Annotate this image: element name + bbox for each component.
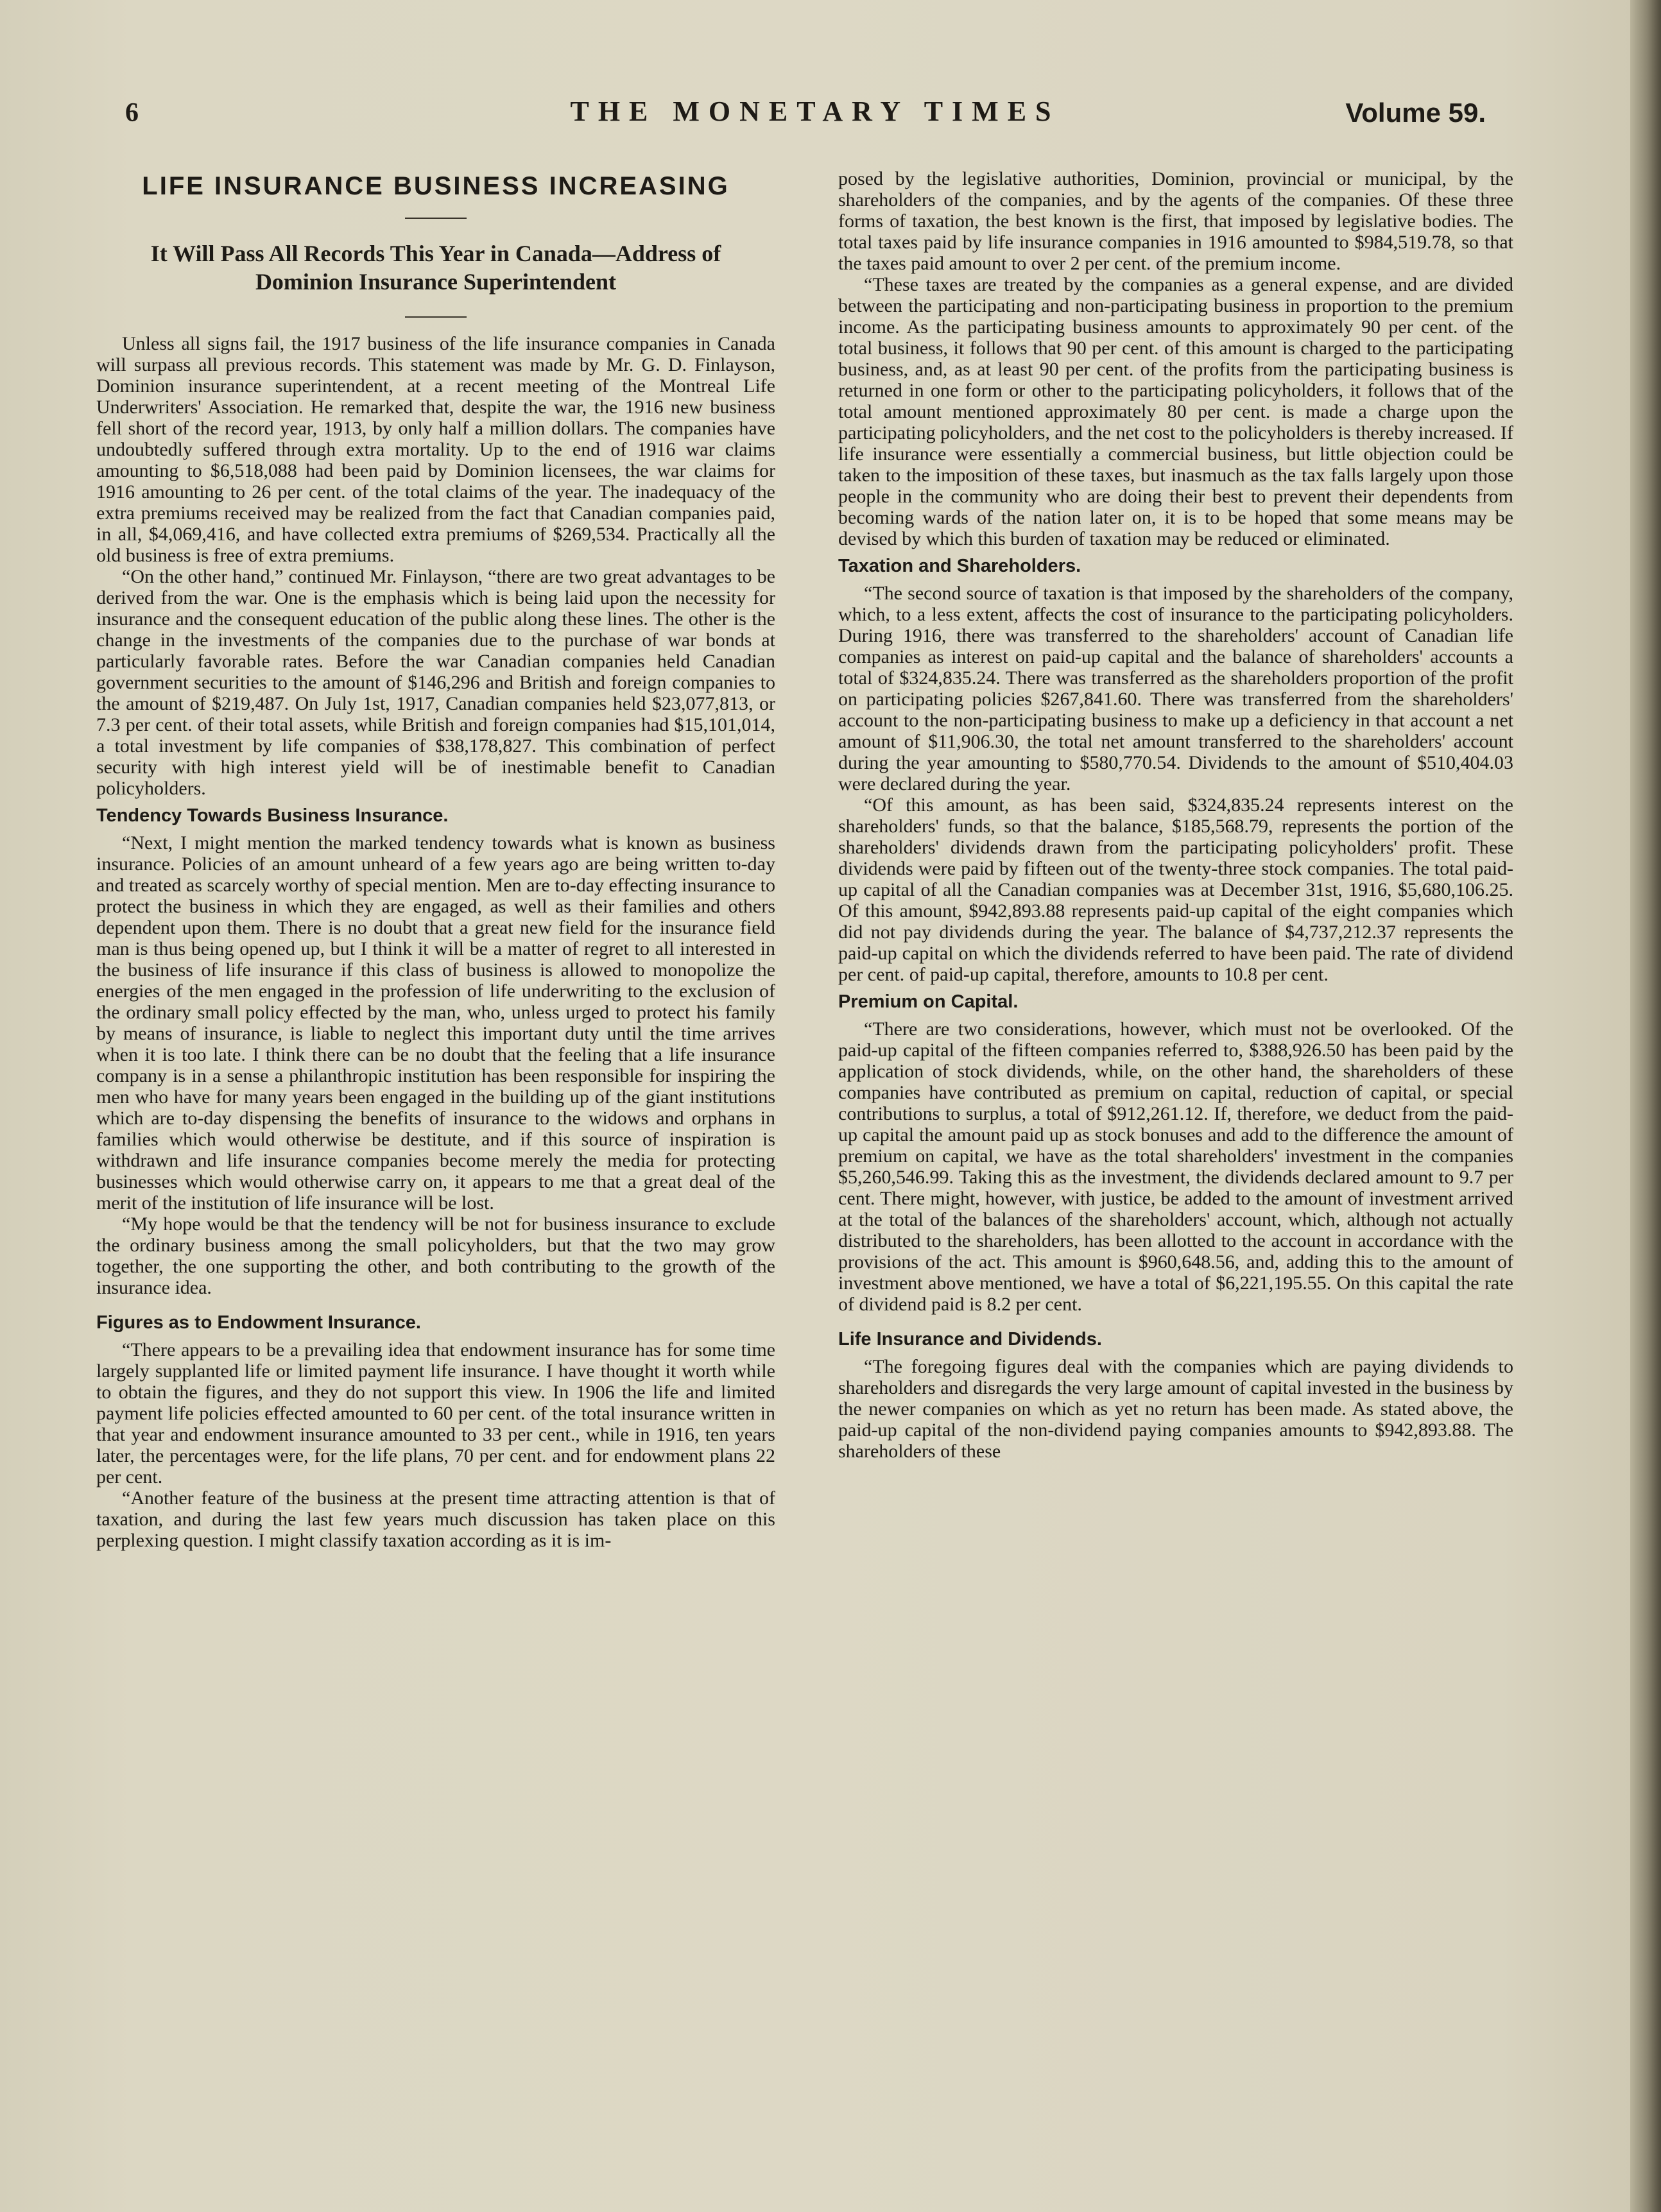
paragraph: “Of this amount, as has been said, $324,835.24 represents interest on the shareholders' funds, so that the balance, $185,568.79, represents the portion of the shareholders' dividends drawn from the participating policyholders' profit. These dividends were paid by fifteen out of the twenty-three stock companies. The total paid-up capital of all the Canadian companies was at December 31st, 1916, $5,680,106.25. Of this amount, $942,893.88 represents paid-up capital of the eight companies which did not pay dividends during the year. The balance of $4,737,212.37 represents the paid-up capital on which the dividends referred to have been paid. The rate of dividend per cent. of paid-up capital, therefore, amounts to 10.8 per cent. xyxy=(838,794,1513,985)
paragraph: “The second source of taxation is that imposed by the shareholders of the company, which, to a less extent, affects the cost of insurance to the participating policyholders. During 1916, there was transferred to the shareholders' account of Canadian life companies as interest on paid-up capital and the balance of shareholders' accounts a total of $324,835.24. There was transferred as the shareholders proportion of the profit on participating policies $267,841.60. There was transferred from the shareholders' account to the non-participating business to make up a deficiency in that account a net amount of $11,906.30, the total net amount transferred to the shareholders' account during the year amounting to $580,770.54. Dividends to the amount of $510,404.03 were declared during the year. xyxy=(838,583,1513,794)
headline-divider xyxy=(405,218,467,219)
paragraph: “These taxes are treated by the companies as a general expense, and are divided between the participating and non-participating business in proportion to the premium income. As the participating business amounts to approximately 90 per cent. of the total business, it follows that 90 per cent. of this amount is charged to the participating business, and, as at least 90 per cent. of the profits from the participating business is returned in one form or other to the participating policyholders, it follows that of the total amount mentioned approximately 80 per cent. is made a charge upon the participating policyholders, and the net cost to the policyholders is thereby increased. If life insurance were essentially a commercial business, but little objection could be taken to the imposition of these taxes, but inasmuch as the tax falls largely upon those people in the community who are doing their best to prevent their dependents from becoming wards of the nation later on, it is to be hoped that some means may be devised by which this burden of taxation may be reduced or eliminated. xyxy=(838,274,1513,549)
section-heading: Tendency Towards Business Insurance. xyxy=(96,805,449,826)
paragraph: “There are two considerations, however, which must not be overlooked. Of the paid-up capital of the fifteen companies referred to, $388,926.50 has been paid by the application of stock dividends, while, on the other hand, the shareholders of these companies have contributed as premium on capital, reduction of capital, or special contributions to surplus, a total of $912,261.12. If, therefore, we deduct from the paid-up capital the amount paid up as stock bonuses and add to the difference the amount of premium on capital, we have as the total shareholders' investment in the companies $5,260,546.99. Taking this as the investment, the dividends declared amount to 9.7 per cent. There might, however, with justice, be added to the amount of investment arrived at the total of the balances of the shareholders' account, which, although not actually distributed to the shareholders, has been allotted to the account in accordance with the provisions of the act. This amount is $960,648.56, and, adding this to the amount of investment above mentioned, we have a total of $6,221,195.55. On this capital the rate of dividend paid is 8.2 per cent. xyxy=(838,1018,1513,1315)
right-column xyxy=(838,168,1513,1462)
paragraph: posed by the legislative authorities, Dominion, provincial or municipal, by the shareholders of the companies, and by the agents of the companies. Of these three forms of taxation, the best known is the first, that imposed by legislative bodies. The total taxes paid by life insurance companies in 1916 amounted to $984,519.78, so that the taxes paid amount to over 2 per cent. of the premium income. xyxy=(838,168,1513,274)
subheadline-divider xyxy=(405,316,467,318)
paragraph: “The foregoing figures deal with the companies which are paying dividends to shareholders and disregards the very large amount of capital invested in the business by the newer companies on which as yet no return has been made. As stated above, the paid-up capital of the non-dividend paying companies amounts to $942,893.88. The shareholders of these xyxy=(838,1356,1513,1462)
section-heading: Premium on Capital. xyxy=(838,991,1019,1012)
page-header xyxy=(0,95,1630,146)
volume-label: Volume 59. xyxy=(1345,98,1486,128)
paragraph: “There appears to be a prevailing idea that endowment insurance has for some time largely supplanted life or limited payment life insurance. I have thought it worth while to obtain the figures, and they do not support this view. In 1906 the life and limited payment life policies effected amounted to 60 per cent. of the total insurance written in that year and endowment insurance amounted to 33 per cent., while in 1916, ten years later, the percentages were, for the life plans, 70 per cent. and for endowment plans 22 per cent. xyxy=(96,1339,775,1488)
page-number: 6 xyxy=(125,98,139,128)
paragraph: Unless all signs fail, the 1917 business of the life insurance companies in Canada will surpass all previous records. This statement was made by Mr. G. D. Finlayson, Dominion insurance superintendent, at a recent meeting of the Montreal Life Underwriters' Association. He remarked that, despite the war, the 1916 new business fell short of the record year, 1913, by only half a million dollars. The companies have undoubtedly suffered through extra mortality. Up to the end of 1916 war claims amounting to $6,518,088 had been paid by Dominion licensees, the war claims for 1916 amounting to 26 per cent. of the total claims of the year. The inadequacy of the extra premiums received may be realized from the fact that Canadian companies paid, in all, $4,069,416, and have collected extra premiums of $269,534. Practically all the old business is free of extra premiums. xyxy=(96,333,775,566)
section-heading: Life Insurance and Dividends. xyxy=(838,1329,1102,1350)
journal-title: THE MONETARY TIMES xyxy=(570,96,1060,127)
paragraph: “My hope would be that the tendency will be not for business insurance to exclude the ordinary business among the small policyholders, but that the two may grow together, the one supporting the other, and both contributing to the growth of the insurance idea. xyxy=(96,1213,775,1298)
paragraph: “Next, I might mention the marked tendency towards what is known as business insurance. Policies of an amount unheard of a few years ago are being written to-day and treated as scarcely worthy of special mention. Men are to-day effecting insurance to protect the business in which they are engaged, as well as their families and others dependent upon them. There is no doubt that a great new field for the insurance field man is thus being opened up, but I think it will be a matter of regret to all interested in the business of life insurance if this class of business is allowed to monopolize the energies of the men engaged in the profession of life underwriting to the exclusion of the ordinary small policy effected by the man, who, unless urged to protect his family by means of insurance, is liable to neglect this important duty until the time arrives when it is too late. I think there can be no doubt that the feeling that a life insurance company is in a sense a philanthropic institution has been responsible for inspiring the men who have for many years been engaged in the building up of the giant institutions which are to-day dispensing the benefits of insurance to the widows and orphans in families which would otherwise be destitute, and if this source of inspiration is withdrawn and life insurance companies become merely the media for protecting businesses which would otherwise carry on, it appears to me that a great deal of the merit of the institution of life insurance will be lost. xyxy=(96,832,775,1213)
section-heading: Taxation and Shareholders. xyxy=(838,556,1081,576)
article-headline: LIFE INSURANCE BUSINESS INCREASING xyxy=(142,172,730,200)
paragraph: “On the other hand,” continued Mr. Finlayson, “there are two great advantages to be derived from the war. One is the emphasis which is being laid upon the necessity for insurance and the consequent education of the public along these lines. The other is the change in the investments of the companies due to the purchase of war bonds at particularly favorable rates. Before the war Canadian companies held Canadian government securities to the amount of $146,296 and British and foreign companies to the amount of $219,487. On July 1st, 1917, Canadian companies held $23,077,813, or 7.3 per cent. of their total assets, while British and foreign companies had $15,101,014, a total investment by life companies of $38,178,827. This combination of perfect security with high interest yield will be of inestimable benefit to Canadian policyholders. xyxy=(96,566,775,799)
section-heading: Figures as to Endowment Insurance. xyxy=(96,1312,421,1333)
left-column xyxy=(96,168,775,1551)
page-edge-shadow xyxy=(1630,0,1661,2212)
paragraph: “Another feature of the business at the present time attracting attention is that of taxation, and during the last few years much discussion has taken place on this perplexing question. I might classify taxation according as it is im- xyxy=(96,1488,775,1551)
article-subheadline: It Will Pass All Records This Year in Canada—Address of Dominion Insurance Superintendent xyxy=(150,241,721,295)
